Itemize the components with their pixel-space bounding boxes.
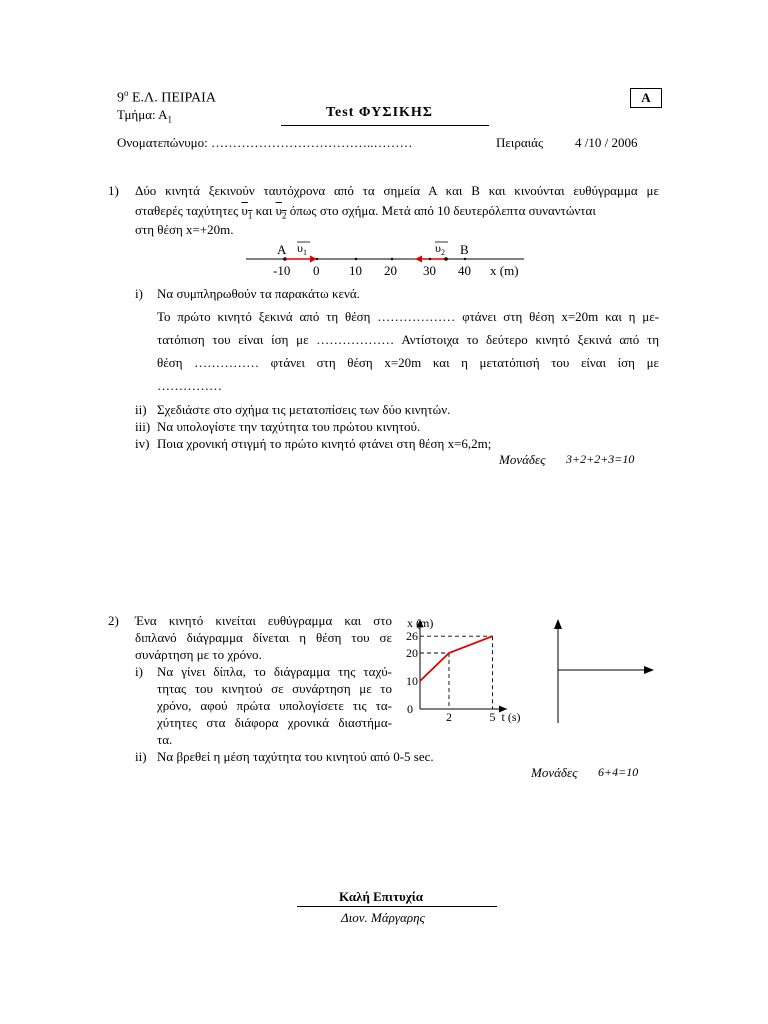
name-field-label: Ονοματεπώνυμο: ………………………………..……… bbox=[117, 135, 413, 150]
position-series-line bbox=[420, 636, 493, 681]
point-a bbox=[277, 242, 287, 261]
svg-text:Β: Β bbox=[460, 242, 469, 257]
q2-number: 2) bbox=[108, 613, 119, 628]
tick-label: -10 bbox=[273, 263, 291, 278]
q2-points-label: Μονάδες bbox=[531, 765, 578, 780]
q2-sub-i-line2: τητας του κινητού σε συνάρτηση με το bbox=[157, 681, 392, 696]
title-underline bbox=[281, 125, 489, 126]
q2-sub-i-line4: χύτητες στα διάφορα χρονικά διαστήμα- bbox=[157, 715, 392, 730]
q1-text-line3: στη θέση x=+20m. bbox=[135, 222, 234, 237]
q2-sub-i-label: i) bbox=[135, 664, 143, 679]
y-tick-label: 20 bbox=[406, 646, 418, 660]
y-tick-label: 26 bbox=[406, 629, 418, 644]
q1-number: 1) bbox=[108, 183, 119, 198]
footer-rule bbox=[297, 906, 497, 907]
date-label: 4 /10 / 2006 bbox=[575, 135, 638, 150]
x-tick-label: 2 bbox=[446, 710, 452, 724]
tick-label: 40 bbox=[458, 263, 471, 278]
v1-symbol: $\upsilon_1$ bbox=[241, 203, 253, 221]
q1-sub-ii-label: ii) bbox=[135, 402, 147, 417]
q1-fill-line2: τατόπιση του είναι ίση με ……………… Αντίστοιχα το δεύτερο κινητό ξεκινά από τη bbox=[157, 332, 659, 347]
class-label: Τμήμα: $A_1$ bbox=[117, 107, 173, 125]
svg-text:Α: Α bbox=[277, 242, 287, 257]
x-axis-label: t (s) bbox=[501, 710, 521, 724]
tick-label: 20 bbox=[384, 263, 397, 278]
q2-sub-ii-text: Να βρεθεί η μέση ταχύτητα του κινητού από 0-5 sec. bbox=[157, 749, 434, 764]
q2-sub-ii-label: ii) bbox=[135, 749, 147, 764]
q2-line1: Ένα κινητό κινείται ευθύγραμμα και στο bbox=[135, 613, 392, 628]
q1-sub-i-text: Να συμπληρωθούν τα παρακάτω κενά. bbox=[157, 286, 360, 301]
tick-label: 10 bbox=[349, 263, 362, 278]
y-axis-label: x (m) bbox=[407, 616, 434, 630]
y-tick-label: 10 bbox=[406, 674, 418, 688]
tick-label: 0 bbox=[313, 263, 320, 278]
axis-unit: x (m) bbox=[490, 263, 519, 278]
q1-sub-iv-label: iv) bbox=[135, 436, 150, 451]
q2-sub-i-line5: τα. bbox=[157, 732, 173, 747]
vertical-axis bbox=[554, 619, 562, 723]
q1-fill-line1: Το πρώτο κινητό ξεκινά από τη θέση ……………… φτάνει στη θέση x=20m και η με- bbox=[157, 309, 659, 324]
q1-sub-iv-text: Ποια χρονική στιγμή το πρώτο κινητό φτάνει στη θέση x=6,2m; bbox=[157, 436, 492, 451]
q1-points-label: Μονάδες bbox=[499, 452, 546, 467]
q2-line2: διπλανό διάγραμμα δίνεται η θέση του σε bbox=[135, 630, 392, 645]
q1-number-line bbox=[240, 238, 530, 280]
v2-symbol: $\upsilon_2$ bbox=[275, 203, 287, 221]
horizontal-axis bbox=[558, 666, 654, 674]
page-title: Test ΦΥΣΙΚΗΣ bbox=[326, 105, 433, 120]
position-time-chart bbox=[398, 605, 548, 730]
q1-fill-line3: θέση …………… φτάνει στη θέση x=20m και η μετατόπισή του είναι ίση με bbox=[157, 355, 659, 370]
place-label: Πειραιάς bbox=[496, 135, 544, 150]
q1-sub-ii-text: Σχεδιάστε στο σχήμα τις μετατοπίσεις των δύο κινητών. bbox=[157, 402, 451, 417]
q1-text-line1: Δύο κινητά ξεκινούν ταυτόχρονα από τα σημεία Α και Β και κινούνται ευθύγραμμα με bbox=[135, 183, 659, 198]
q1-text-line2: σταθερές ταχύτητες $\upsilon_1$ και $\upsilon_2$ όπως στο σχήμα. Μετά από 10 δευτερόλεπτα συναντώνται bbox=[135, 203, 596, 221]
q1-fill-line4: …………… bbox=[157, 378, 222, 393]
school-name: $9^o$ Ε.Λ. ΠΕΙΡΑΙΑ bbox=[117, 88, 216, 106]
q2-line3: συνάρτηση με το χρόνο. bbox=[135, 647, 262, 662]
origin-label: 0 bbox=[407, 702, 413, 716]
good-luck-text: Καλή Επιτυχία bbox=[339, 889, 423, 904]
q1-sub-iii-label: iii) bbox=[135, 419, 151, 434]
version-box: Α bbox=[630, 88, 662, 108]
tick-label: 30 bbox=[423, 263, 436, 278]
q1-points-value: 3+2+2+3=10 bbox=[566, 452, 635, 466]
x-tick-label: 5 bbox=[489, 710, 496, 724]
svg-text:υ1: $\upsilon_1$ bbox=[297, 241, 307, 257]
svg-text:υ2: $\upsilon_2$ bbox=[435, 241, 445, 257]
q2-sub-i-line1: Να γίνει δίπλα, το διάγραμμα της ταχύ- bbox=[157, 664, 392, 679]
q2-sub-i-line3: χρόνο, αφού πρώτα υπολογίσετε τις τα- bbox=[157, 698, 392, 713]
author-name: Διον. Μάργαρης bbox=[341, 910, 425, 925]
velocity-time-axes bbox=[548, 615, 663, 730]
q2-points-value: 6+4=10 bbox=[598, 765, 639, 779]
q1-sub-iii-text: Να υπολογίστε την ταχύτητα του πρώτου κινητού. bbox=[157, 419, 421, 434]
q1-sub-i-label: i) bbox=[135, 286, 143, 301]
v1-arrow bbox=[285, 241, 317, 263]
v2-arrow bbox=[415, 241, 448, 263]
